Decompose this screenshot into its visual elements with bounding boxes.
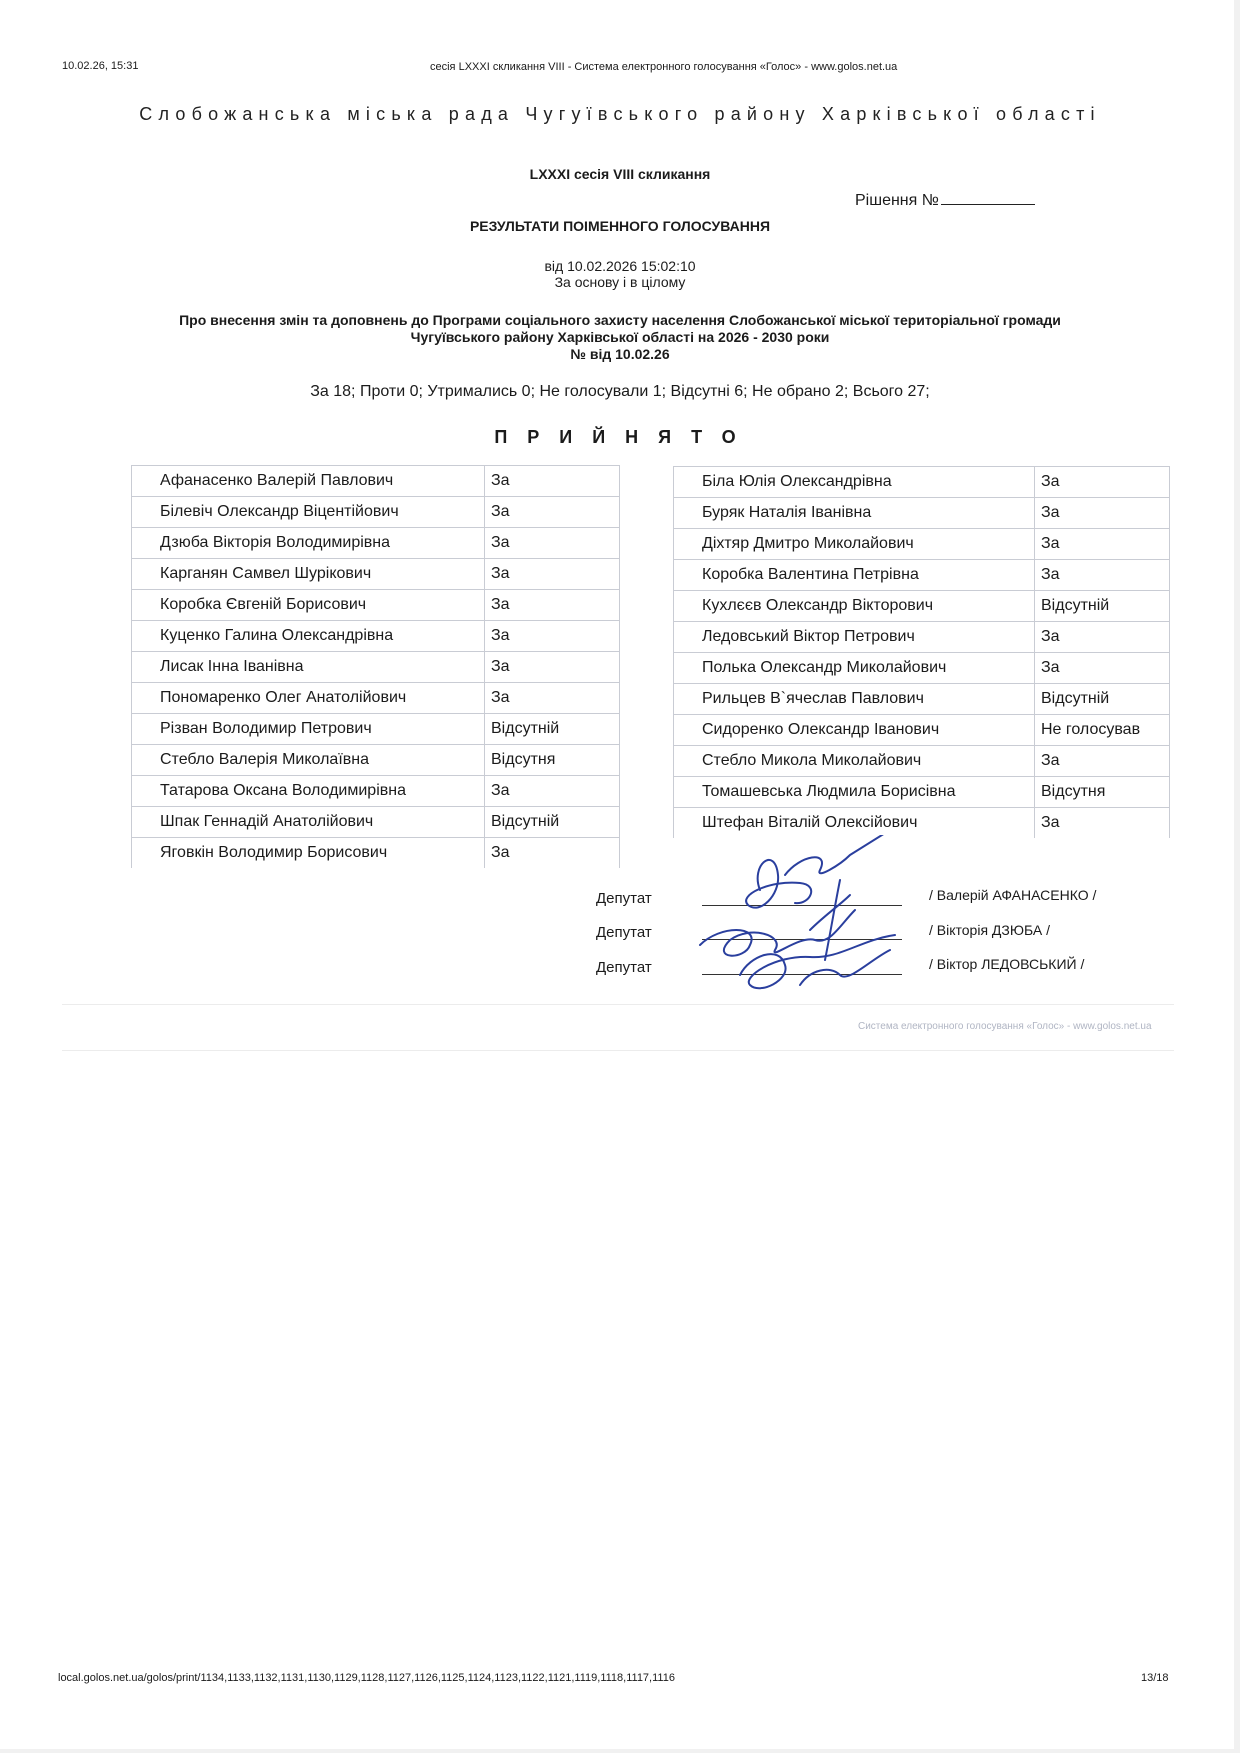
- vote-result: За: [485, 497, 620, 528]
- deputy-name: Білевіч Олександр Віцентійович: [132, 497, 485, 528]
- deputy-name: Штефан Віталій Олексійович: [674, 808, 1035, 839]
- vote-result: За: [1035, 622, 1170, 653]
- vote-row-right: [674, 467, 1170, 498]
- subject-line-1: Про внесення змін та доповнень до Програми соціального захисту населення Слобожанської міської територіальної громади: [179, 312, 1061, 328]
- vote-row-left: [132, 621, 620, 652]
- vote-row-right: [674, 746, 1170, 777]
- deputy-name: Буряк Наталія Іванівна: [674, 498, 1035, 529]
- vote-result: За: [1035, 746, 1170, 777]
- vote-result: Відсутня: [485, 745, 620, 776]
- deputy-name: Татарова Оксана Володимирівна: [132, 776, 485, 807]
- vote-result: За: [485, 590, 620, 621]
- vote-row-right: [674, 808, 1170, 839]
- vote-row-left: [132, 838, 620, 869]
- vote-row-right: [674, 622, 1170, 653]
- vote-result: Відсутній: [1035, 684, 1170, 715]
- vote-result: Відсутній: [1035, 591, 1170, 622]
- vote-row-right: [674, 777, 1170, 808]
- page-edge-bottom: [0, 1749, 1240, 1753]
- vote-basis: За основу і в цілому: [554, 274, 686, 290]
- vote-result: За: [485, 466, 620, 497]
- vote-row-right: [674, 529, 1170, 560]
- deputy-name: Пономаренко Олег Анатолійович: [132, 683, 485, 714]
- deputy-name: Біла Юлія Олександрівна: [674, 467, 1035, 498]
- votes-table-left: [131, 465, 620, 868]
- vote-result: За: [1035, 653, 1170, 684]
- vote-result: За: [485, 528, 620, 559]
- deputy-name: Лисак Інна Іванівна: [132, 652, 485, 683]
- signer-role-2: Депутат: [596, 924, 652, 941]
- subject-line-3: № від 10.02.26: [570, 346, 670, 362]
- print-header-title: сесія LXXXI скликання VIII - Система електронного голосування «Голос» - www.golos.net.ua: [430, 61, 898, 73]
- vote-row-left: [132, 497, 620, 528]
- divider-bottom: [62, 1050, 1174, 1051]
- vote-result: За: [1035, 808, 1170, 839]
- vote-row-right: [674, 715, 1170, 746]
- signer-role-1: Депутат: [596, 890, 652, 907]
- print-url: local.golos.net.ua/golos/print/1134,1133,1132,1131,1130,1129,1128,1127,1126,1125,1124,1123,1122,1121,1119,1118,1117,1116: [58, 1672, 675, 1684]
- vote-row-left: [132, 776, 620, 807]
- vote-row-right: [674, 684, 1170, 715]
- decision-number: [855, 190, 1035, 210]
- deputy-name: Дзюба Вікторія Володимирівна: [132, 528, 485, 559]
- deputy-name: Шпак Геннадій Анатолійович: [132, 807, 485, 838]
- deputy-name: Коробка Євгеній Борисович: [132, 590, 485, 621]
- deputy-name: Полька Олександр Миколайович: [674, 653, 1035, 684]
- deputy-name: Різван Володимир Петрович: [132, 714, 485, 745]
- vote-result: За: [485, 652, 620, 683]
- vote-result: Відсутній: [485, 714, 620, 745]
- vote-row-left: [132, 683, 620, 714]
- page-number: 13/18: [1141, 1672, 1169, 1684]
- vote-row-left: [132, 714, 620, 745]
- system-note: Система електронного голосування «Голос» - www.golos.net.ua: [858, 1021, 1152, 1032]
- council-name: Слобожанська міська рада Чугуївського району Харківської області: [139, 104, 1101, 124]
- vote-row-left: [132, 590, 620, 621]
- deputy-name: Ледовський Віктор Петрович: [674, 622, 1035, 653]
- divider-top: [62, 1004, 1174, 1005]
- vote-datetime: від 10.02.2026 15:02:10: [544, 258, 696, 274]
- vote-row-left: [132, 807, 620, 838]
- deputy-name: Стебло Валерія Миколаївна: [132, 745, 485, 776]
- decision-number-blank: [941, 190, 1035, 205]
- vote-result: Відсутня: [1035, 777, 1170, 808]
- vote-subject: [100, 312, 1140, 363]
- subject-line-2: Чугуївського району Харківської області на 2026 - 2030 роки: [410, 329, 830, 345]
- signer-name-3: / Віктор ЛЕДОВСЬКИЙ /: [929, 956, 1085, 972]
- print-datetime: 10.02.26, 15:31: [62, 60, 139, 72]
- deputy-name: Карганян Самвел Шурікович: [132, 559, 485, 590]
- vote-result: За: [485, 559, 620, 590]
- deputy-name: Рильцев В`ячеслав Павлович: [674, 684, 1035, 715]
- handwritten-signatures: [690, 835, 920, 1005]
- vote-row-right: [674, 653, 1170, 684]
- signer-name-2: / Вікторія ДЗЮБА /: [929, 922, 1050, 938]
- vote-result: За: [485, 776, 620, 807]
- vote-result: За: [1035, 560, 1170, 591]
- deputy-name: Сидоренко Олександр Іванович: [674, 715, 1035, 746]
- vote-verdict: ПРИЙНЯТО: [494, 427, 756, 447]
- signer-role-3: Депутат: [596, 959, 652, 976]
- vote-row-right: [674, 560, 1170, 591]
- deputy-name: Томашевська Людмила Борисівна: [674, 777, 1035, 808]
- vote-result: За: [485, 621, 620, 652]
- vote-result: Не голосував: [1035, 715, 1170, 746]
- decision-label: Рішення №: [855, 192, 939, 209]
- vote-result: За: [485, 683, 620, 714]
- vote-result: За: [1035, 529, 1170, 560]
- deputy-name: Яговкін Володимир Борисович: [132, 838, 485, 869]
- results-title: РЕЗУЛЬТАТИ ПОІМЕННОГО ГОЛОСУВАННЯ: [469, 218, 771, 234]
- deputy-name: Стебло Микола Миколайович: [674, 746, 1035, 777]
- deputy-name: Діхтяр Дмитро Миколайович: [674, 529, 1035, 560]
- deputy-name: Кухлєєв Олександр Вікторович: [674, 591, 1035, 622]
- vote-row-left: [132, 559, 620, 590]
- vote-result: Відсутній: [485, 807, 620, 838]
- deputy-name: Афанасенко Валерій Павлович: [132, 466, 485, 497]
- vote-row-right: [674, 591, 1170, 622]
- vote-result: За: [1035, 498, 1170, 529]
- vote-row-left: [132, 745, 620, 776]
- deputy-name: Коробка Валентина Петрівна: [674, 560, 1035, 591]
- session-title: LXXXI сесія VIII скликання: [529, 166, 711, 182]
- deputy-name: Куценко Галина Олександрівна: [132, 621, 485, 652]
- vote-row-right: [674, 498, 1170, 529]
- vote-tally: За 18; Проти 0; Утримались 0; Не голосували 1; Відсутні 6; Не обрано 2; Всього 27;: [310, 383, 930, 400]
- signer-name-1: / Валерій АФАНАСЕНКО /: [929, 887, 1097, 903]
- vote-row-left: [132, 466, 620, 497]
- vote-row-left: [132, 652, 620, 683]
- votes-table-right: [673, 466, 1170, 838]
- vote-result: За: [485, 838, 620, 869]
- vote-result: За: [1035, 467, 1170, 498]
- vote-row-left: [132, 528, 620, 559]
